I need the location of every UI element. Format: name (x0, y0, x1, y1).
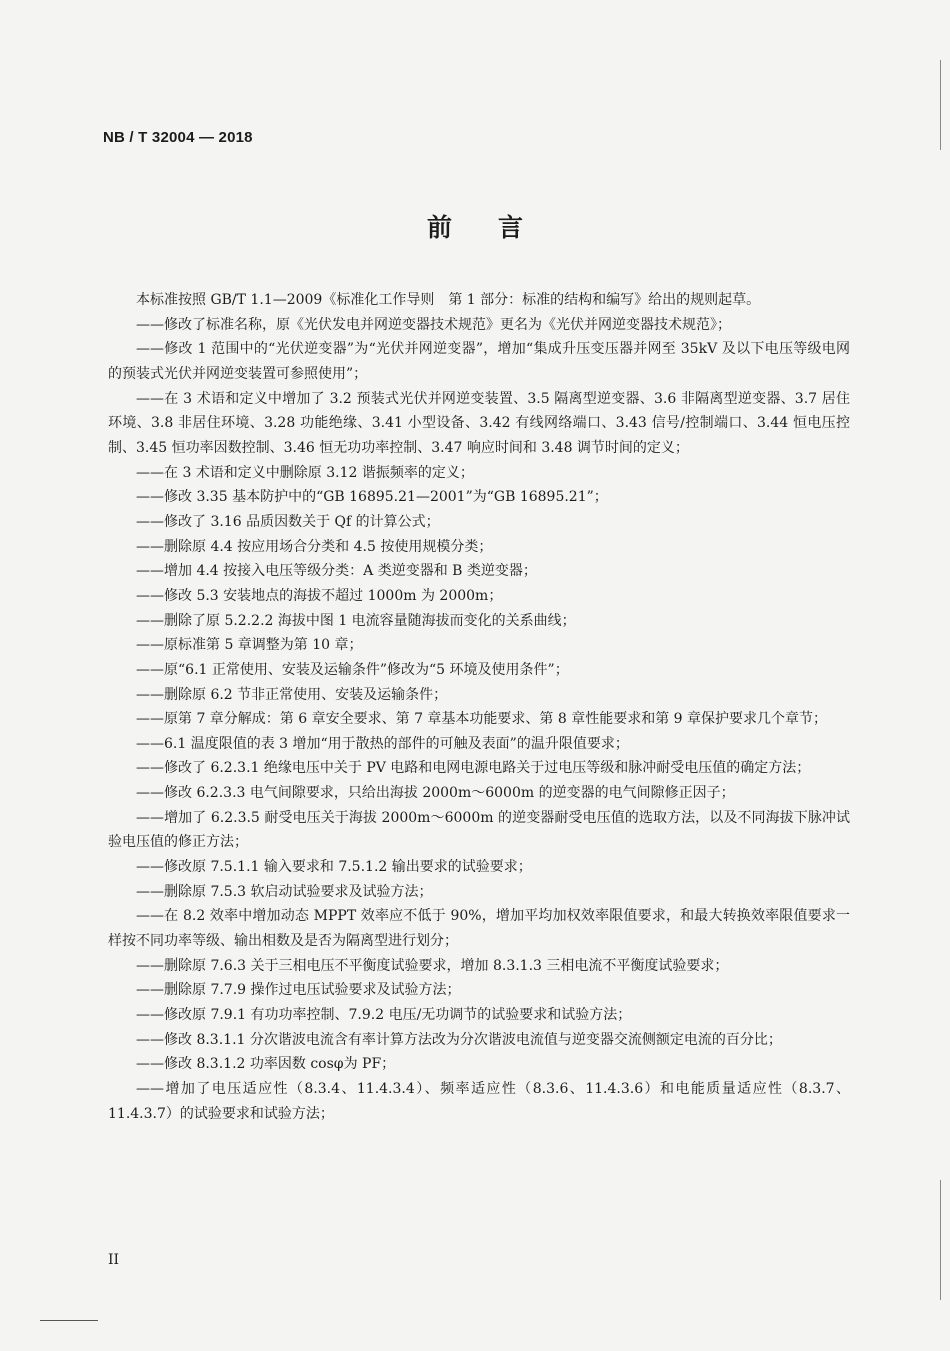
scan-edge-mark (940, 1180, 941, 1300)
paragraph: ——删除原 7.7.9 操作过电压试验要求及试验方法； (136, 982, 461, 999)
paragraph: ——6.1 温度限值的表 3 增加“用于散热的部件的可触及表面”的温升限值要求； (136, 735, 629, 752)
body-text (108, 288, 850, 1126)
paragraph: ——删除原 6.2 节非正常使用、安装及运输条件； (136, 686, 448, 703)
paragraph: 本标准按照 GB/T 1.1—2009《标准化工作导则 第 1 部分：标准的结构和编写》给出的规则起草。 (136, 292, 761, 308)
scan-rule-line (40, 1320, 98, 1321)
paragraph: ——在 3 术语和定义中删除原 3.12 谐振频率的定义； (136, 464, 474, 481)
paragraph: ——修改了 6.2.3.1 绝缘电压中关于 PV 电路和电网电源电路关于过电压等级和脉冲耐受电压值的确定方法； (136, 760, 811, 777)
page-title: 前言 (426, 213, 569, 242)
paragraph: ——修改了 3.16 品质因数关于 Qf 的计算公式； (136, 513, 440, 530)
paragraph: ——修改 8.3.1.2 功率因数 cosφ为 PF； (136, 1056, 396, 1073)
paragraph: ——删除原 4.4 按应用场合分类和 4.5 按使用规模分类； (136, 538, 493, 555)
paragraph: ——修改 6.2.3.3 电气间隙要求，只给出海拔 2000m～6000m 的逆变器的电气间隙修正因子； (136, 785, 735, 802)
paragraph: ——在 8.2 效率中增加动态 MPPT 效率应不低于 90%，增加平均加权效率限值要求，和最大转换效率限值要求一样按不同功率等级、输出相数及是否为隔离型进行划分； (108, 908, 850, 950)
paragraph: ——增加了电压适应性（8.3.4、11.4.3.4）、频率适应性（8.3.6、11.4.3.6）和电能质量适应性（8.3.7、11.4.3.7）的试验要求和试验方法； (108, 1081, 850, 1122)
paragraph: ——删除原 7.6.3 关于三相电压不平衡度试验要求，增加 8.3.1.3 三相电流不平衡度试验要求； (136, 957, 729, 974)
paragraph: ——原第 7 章分解成：第 6 章安全要求、第 7 章基本功能要求、第 8 章性能要求和第 9 章保护要求几个章节； (136, 711, 828, 728)
paragraph: ——修改 1 范围中的“光伏逆变器”为“光伏并网逆变器”，增加“集成升压变压器并网至 35kV 及以下电压等级电网的预装式光伏并网逆变装置可参照使用”； (108, 341, 850, 382)
scan-edge-mark (940, 60, 941, 150)
paragraph: ——修改原 7.5.1.1 输入要求和 7.5.1.2 输出要求的试验要求； (136, 859, 532, 876)
paragraph: ——在 3 术语和定义中增加了 3.2 预装式光伏并网逆变装置、3.5 隔离型逆变器、3.6 非隔离型逆变器、3.7 居住环境、3.8 非居住环境、3.28 功能绝缘、3.41 小型设备、3.42 有线网络端口、3.43 信号/控制端口、3.44 恒电压控制、3.45 恒功率因数控制、3.46 恒无功功率控制、3.47 响应时间和 3.48 调节时间的定义； (108, 390, 850, 456)
paragraph: ——删除了原 5.2.2.2 海拔中图 1 电流容量随海拔而变化的关系曲线； (136, 612, 576, 629)
paragraph: ——修改了标准名称，原《光伏发电并网逆变器技术规范》更名为《光伏并网逆变器技术规范》； (136, 316, 731, 333)
page-number: II (108, 1252, 120, 1268)
paragraph: ——原“6.1 正常使用、安装及运输条件”修改为“5 环境及使用条件”； (136, 661, 569, 678)
paragraph: ——修改原 7.9.1 有功功率控制、7.9.2 电压/无功调节的试验要求和试验方法； (136, 1007, 632, 1024)
paragraph: ——增加了 6.2.3.5 耐受电压关于海拔 2000m～6000m 的逆变器耐受电压值的选取方法，以及不同海拔下脉冲试验电压值的修正方法； (108, 809, 850, 851)
paragraph: ——增加 4.4 按接入电压等级分类：A 类逆变器和 B 类逆变器； (136, 563, 537, 580)
paragraph: ——修改 5.3 安装地点的海拔不超过 1000m 为 2000m； (136, 587, 503, 604)
paragraph: ——原标准第 5 章调整为第 10 章； (136, 637, 363, 654)
paragraph: ——修改 8.3.1.1 分次谐波电流含有率计算方法改为分次谐波电流值与逆变器交流侧额定电流的百分比； (136, 1031, 782, 1048)
paragraph: ——修改 3.35 基本防护中的“GB 16895.21—2001”为“GB 16895.21”； (136, 489, 608, 506)
paragraph: ——删除原 7.5.3 软启动试验要求及试验方法； (136, 883, 433, 900)
document-code: NB / T 32004 — 2018 (103, 129, 253, 146)
